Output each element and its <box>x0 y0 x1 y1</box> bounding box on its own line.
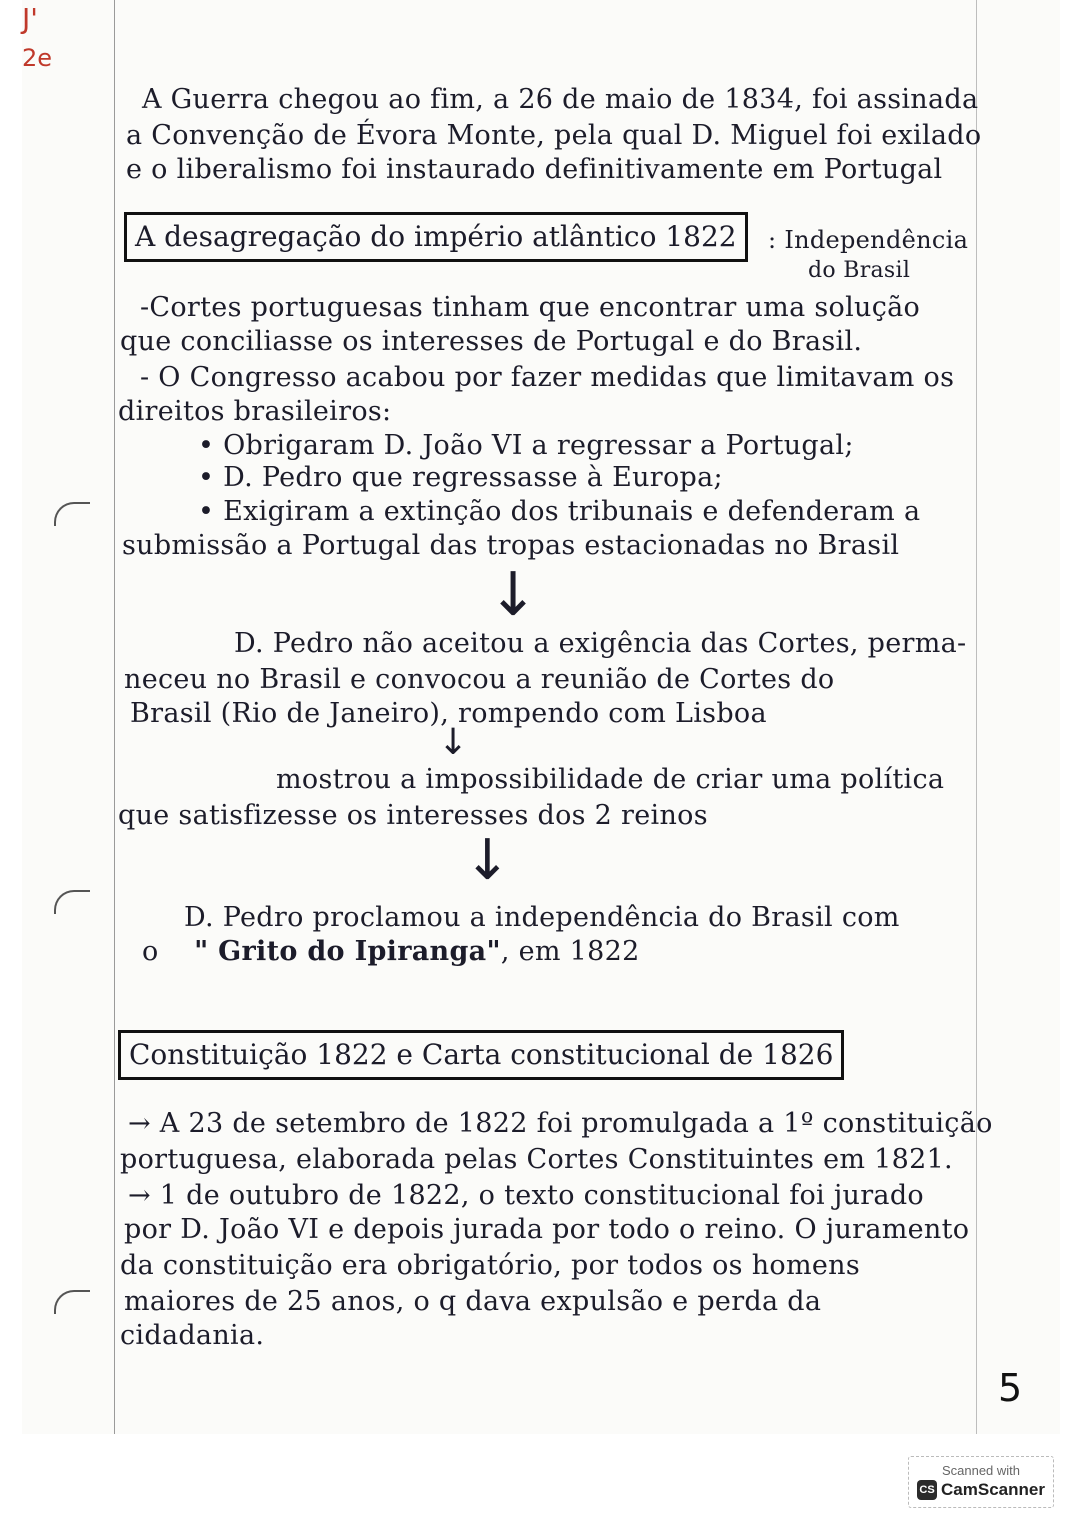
flow-line <box>142 936 640 967</box>
flow-line: D. Pedro proclamou a independência do Brasil com <box>184 902 900 933</box>
intro-line: a Convenção de Évora Monte, pela qual D. Miguel foi exilado <box>126 120 982 151</box>
side-note: do Brasil <box>808 258 911 283</box>
body-line: direitos brasileiros: <box>118 396 392 427</box>
body-line: por D. João VI e depois jurada por todo o reino. O juramento <box>124 1214 970 1245</box>
corner-mark-second: 2e <box>22 44 53 72</box>
flow-line: Brasil (Rio de Janeiro), rompendo com Lisboa <box>130 698 767 729</box>
scanner-label: Scanned with <box>941 1463 1021 1478</box>
body-line: cidadania. <box>120 1320 265 1351</box>
body-line: que conciliasse os interesses de Portugal e do Brasil. <box>120 326 863 357</box>
flow-suffix: , em 1822 <box>500 936 640 967</box>
scanner-name: CamScanner <box>941 1480 1045 1499</box>
page-number: 5 <box>998 1366 1023 1410</box>
flow-prefix: o <box>142 936 159 967</box>
down-arrow-icon: ↓ <box>464 828 511 893</box>
bullet-item: • Obrigaram D. João VI a regressar a Portugal; <box>198 430 854 461</box>
section-title-box: Constituição 1822 e Carta constitucional de 1826 <box>118 1030 844 1080</box>
flow-line: que satisfizesse os interesses dos 2 reinos <box>118 800 708 831</box>
side-note: : Independência <box>768 226 969 254</box>
intro-line: A Guerra chegou ao fim, a 26 de maio de 1834, foi assinada <box>142 84 979 115</box>
flow-line: D. Pedro não aceitou a exigência das Cortes, perma- <box>234 628 967 659</box>
bullet-item: • D. Pedro que regressasse à Europa; <box>198 462 723 493</box>
down-arrow-icon: ↓ <box>488 560 539 630</box>
body-line: → A 23 de setembro de 1822 foi promulgada a 1º constituição <box>128 1108 993 1139</box>
section-title-box: A desagregação do império atlântico 1822 <box>124 212 748 262</box>
body-line: da constituição era obrigatório, por todos os homens <box>120 1250 860 1281</box>
bullet-continuation: submissão a Portugal das tropas estacionadas no Brasil <box>122 530 900 561</box>
body-line: maiores de 25 anos, o q dava expulsão e perda da <box>124 1286 822 1317</box>
body-line: portuguesa, elaborada pelas Cortes Constituintes em 1821. <box>120 1144 953 1175</box>
scanner-watermark <box>908 1456 1054 1508</box>
body-line: -Cortes portuguesas tinham que encontrar uma solução <box>140 292 921 323</box>
bullet-text: D. Pedro que regressasse à Europa; <box>223 462 723 493</box>
flow-line: mostrou a impossibilidade de criar uma política <box>276 764 945 795</box>
camscanner-icon: CS <box>917 1480 937 1500</box>
intro-line: e o liberalismo foi instaurado definitivamente em Portugal <box>126 154 943 185</box>
grito-quote: " Grito do Ipiranga" <box>194 936 501 967</box>
corner-mark-top: J' <box>22 2 38 35</box>
margin-line <box>114 0 115 1434</box>
bullet-text: Exigiram a extinção dos tribunais e defenderam a <box>223 496 921 527</box>
body-line: → 1 de outubro de 1822, o texto constitucional foi jurado <box>128 1180 924 1211</box>
bullet-text: Obrigaram D. João VI a regressar a Portugal; <box>223 430 854 461</box>
right-margin-line <box>976 0 977 1434</box>
flow-line: neceu no Brasil e convocou a reunião de Cortes do <box>124 664 835 695</box>
bullet-item: • Exigiram a extinção dos tribunais e defenderam a <box>198 496 921 527</box>
down-arrow-icon: ↓ <box>438 722 469 763</box>
body-line: - O Congresso acabou por fazer medidas que limitavam os <box>140 362 955 393</box>
